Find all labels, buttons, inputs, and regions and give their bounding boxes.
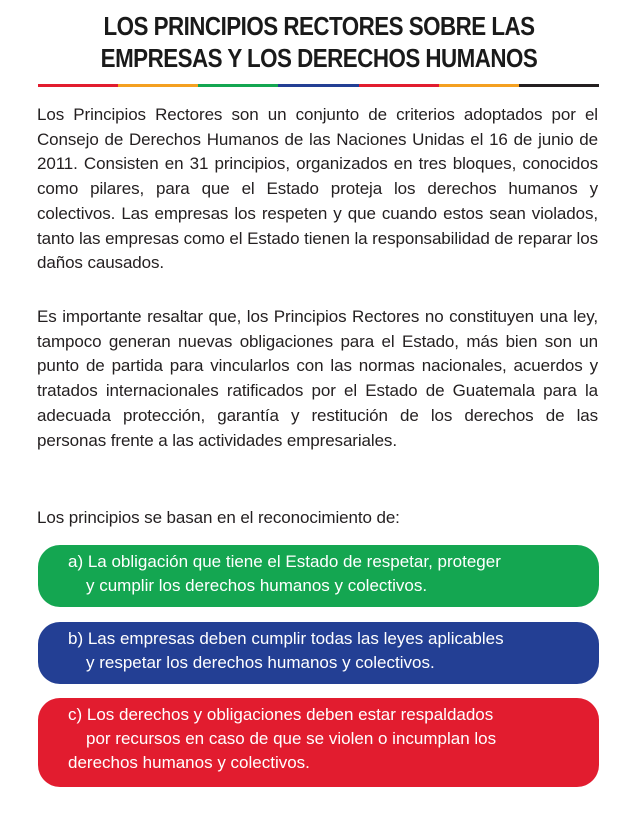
divider-segment — [359, 84, 439, 87]
principle-a-line-1: a) La obligación que tiene el Estado de respetar, proteger — [68, 552, 501, 571]
title-line-2: EMPRESAS Y LOS DERECHOS HUMANOS — [100, 43, 538, 73]
basis-paragraph: Los principios se basan en el reconocimiento de: — [37, 508, 400, 527]
principle-box-a — [38, 545, 599, 607]
divider-segment — [118, 84, 198, 87]
principle-box-c — [38, 698, 599, 787]
principle-b-line-1: b) Las empresas deben cumplir todas las leyes aplicables — [68, 629, 504, 648]
importance-paragraph: Es importante resaltar que, los Principios Rectores no constituyen una ley, tampoco generan nuevas obligaciones para el Estado, más bien son un punto de partida para vincularlos con las normas nacionales, acuerdos y tratados internacionales ratificados por el Estado de Guatemala para la adecuada protección, garantía y restitución de los derechos de las personas frente a las actividades empresariales. — [37, 307, 598, 450]
intro-paragraph: Los Principios Rectores son un conjunto de criterios adoptados por el Consejo de Derechos Humanos de las Naciones Unidas el 16 de junio de 2011. Consisten en 31 principios, organizados en tres bloques, conocidos como pilares, para que el Estado proteja los derechos humanos y colectivos. Las empresas los respeten y que cuando estos sean violados, tanto las empresas como el Estado tienen la responsabilidad de reparar los daños causados. — [37, 105, 598, 273]
divider-segment — [198, 84, 278, 87]
divider-segment — [38, 84, 118, 87]
principle-c-line-3: derechos humanos y colectivos. — [68, 753, 310, 772]
color-divider — [38, 84, 599, 87]
page-title — [79, 10, 559, 74]
principle-b-line-2: y respetar los derechos humanos y colectivos. — [86, 653, 435, 672]
principle-c-line-2: por recursos en caso de que se violen o incumplan los — [86, 729, 497, 748]
principle-box-b — [38, 622, 599, 684]
title-line-1: LOS PRINCIPIOS RECTORES SOBRE LAS — [103, 11, 535, 41]
principle-c-line-1: c) Los derechos y obligaciones deben estar respaldados — [68, 705, 494, 724]
divider-segment — [439, 84, 519, 87]
principle-a-line-2: y cumplir los derechos humanos y colectivos. — [86, 576, 428, 595]
divider-segment — [519, 84, 599, 87]
divider-segment — [278, 84, 358, 87]
